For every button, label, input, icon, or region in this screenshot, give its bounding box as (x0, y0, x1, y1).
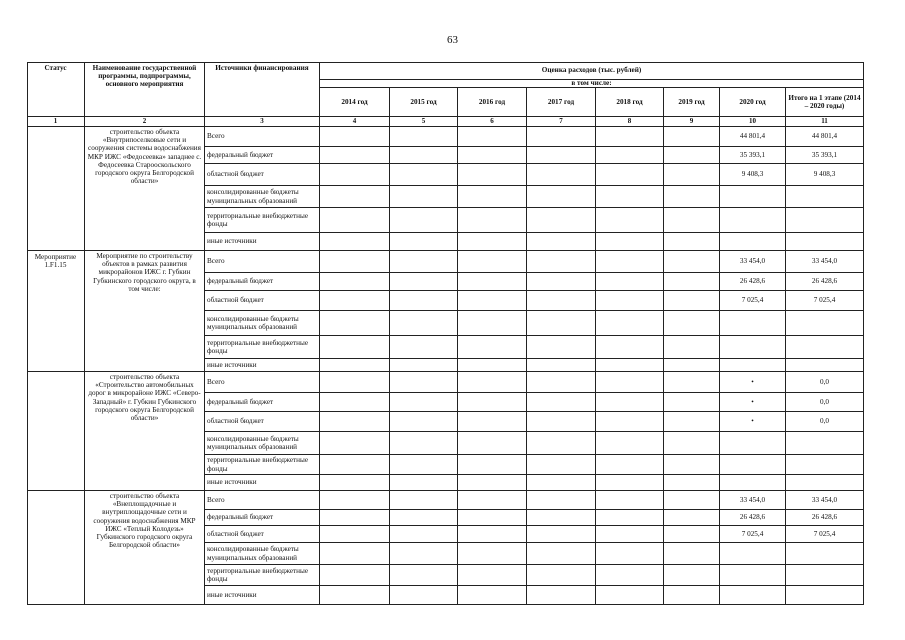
year-value-cell (458, 311, 527, 336)
year-value-cell (527, 565, 596, 586)
year-value-cell (596, 127, 664, 147)
year-value-cell (664, 586, 720, 605)
year-value-cell (596, 186, 664, 208)
value-total: 0,0 (786, 372, 864, 393)
year-value-cell (664, 251, 720, 273)
value-total (786, 359, 864, 372)
value-2020: 35 393,1 (720, 147, 786, 164)
year-value-cell (458, 432, 527, 455)
value-total: 7 025,4 (786, 291, 864, 311)
year-value-cell (458, 526, 527, 543)
funding-source: федеральный бюджет (205, 510, 320, 526)
value-2020: 26 428,6 (720, 273, 786, 291)
year-value-cell (390, 393, 458, 412)
year-value-cell (458, 164, 527, 186)
header-status: Статус (27, 62, 85, 117)
year-value-cell (458, 291, 527, 311)
year-value-cell (320, 412, 390, 432)
year-value-cell (596, 455, 664, 475)
item-name: строительство объекта «Внеплощадочные и внутриплощадочные сети и сооружения водоснабжения МКР ИЖС «Теплый Колодезь» Губкинского городского округа Белгородской области» (85, 491, 205, 605)
value-total (786, 565, 864, 586)
year-value-cell (390, 565, 458, 586)
year-value-cell (596, 251, 664, 273)
value-total (786, 208, 864, 233)
value-total: 9 408,3 (786, 164, 864, 186)
year-value-cell (320, 393, 390, 412)
year-value-cell (320, 147, 390, 164)
year-value-cell (390, 491, 458, 510)
funding-source: иные источники (205, 586, 320, 605)
header-year-2: 2015 год (390, 88, 458, 117)
year-value-cell (458, 186, 527, 208)
column-number-1: 1 (27, 117, 85, 127)
value-2020: 9 408,3 (720, 164, 786, 186)
funding-source: областной бюджет (205, 164, 320, 186)
value-2020 (720, 311, 786, 336)
funding-source: иные источники (205, 475, 320, 491)
value-2020 (720, 186, 786, 208)
year-value-cell (527, 291, 596, 311)
year-value-cell (320, 432, 390, 455)
item-name: Мероприятие по строительству объектов в рамках развития микрорайонов ИЖС г. Губкин Губкинского городского округа, в том числе: (85, 251, 205, 372)
year-value-cell (458, 412, 527, 432)
value-total (786, 455, 864, 475)
year-value-cell (527, 273, 596, 291)
value-2020: • (720, 412, 786, 432)
value-total (786, 186, 864, 208)
year-value-cell (458, 147, 527, 164)
year-value-cell (320, 233, 390, 251)
year-value-cell (527, 393, 596, 412)
year-value-cell (458, 127, 527, 147)
year-value-cell (390, 359, 458, 372)
header-year-3: 2016 год (458, 88, 527, 117)
year-value-cell (596, 311, 664, 336)
funding-source: областной бюджет (205, 526, 320, 543)
year-value-cell (527, 147, 596, 164)
year-value-cell (596, 412, 664, 432)
year-value-cell (664, 127, 720, 147)
header-name: Наименование государственной программы, подпрограммы, основного мероприятия (85, 62, 205, 117)
year-value-cell (458, 336, 527, 359)
year-value-cell (664, 186, 720, 208)
funding-source: Всего (205, 491, 320, 510)
year-value-cell (320, 526, 390, 543)
funding-source: территориальные внебюджетные фонды (205, 565, 320, 586)
value-total (786, 475, 864, 491)
funding-source: территориальные внебюджетные фонды (205, 208, 320, 233)
funding-source: Всего (205, 251, 320, 273)
year-value-cell (390, 147, 458, 164)
year-value-cell (596, 475, 664, 491)
year-value-cell (664, 233, 720, 251)
value-2020 (720, 233, 786, 251)
year-value-cell (527, 208, 596, 233)
column-number-3: 3 (205, 117, 320, 127)
value-2020 (720, 432, 786, 455)
funding-source: иные источники (205, 233, 320, 251)
year-value-cell (596, 586, 664, 605)
year-value-cell (320, 510, 390, 526)
year-value-cell (596, 336, 664, 359)
value-total: 44 801,4 (786, 127, 864, 147)
value-total: 35 393,1 (786, 147, 864, 164)
column-number-11: 11 (786, 117, 864, 127)
year-value-cell (320, 186, 390, 208)
funding-source: территориальные внебюджетные фонды (205, 336, 320, 359)
year-value-cell (458, 393, 527, 412)
year-value-cell (664, 273, 720, 291)
year-value-cell (664, 526, 720, 543)
value-total: 7 025,4 (786, 526, 864, 543)
value-total (786, 432, 864, 455)
year-value-cell (320, 164, 390, 186)
value-2020: • (720, 372, 786, 393)
year-value-cell (390, 127, 458, 147)
year-value-cell (390, 208, 458, 233)
year-value-cell (320, 291, 390, 311)
funding-source: консолидированные бюджеты муниципальных образований (205, 432, 320, 455)
year-value-cell (664, 412, 720, 432)
value-2020 (720, 455, 786, 475)
year-value-cell (390, 526, 458, 543)
year-value-cell (664, 432, 720, 455)
year-value-cell (390, 543, 458, 565)
year-value-cell (458, 565, 527, 586)
value-2020 (720, 359, 786, 372)
year-value-cell (664, 164, 720, 186)
header-year-1: 2014 год (320, 88, 390, 117)
year-value-cell (320, 455, 390, 475)
year-value-cell (390, 186, 458, 208)
year-value-cell (664, 543, 720, 565)
year-value-cell (596, 359, 664, 372)
value-2020 (720, 543, 786, 565)
year-value-cell (458, 491, 527, 510)
year-value-cell (458, 475, 527, 491)
year-value-cell (664, 565, 720, 586)
value-total (786, 543, 864, 565)
year-value-cell (390, 586, 458, 605)
value-2020 (720, 586, 786, 605)
value-total: 33 454,0 (786, 491, 864, 510)
year-value-cell (527, 359, 596, 372)
column-number-10: 10 (720, 117, 786, 127)
year-value-cell (320, 543, 390, 565)
header-sources: Источники финансирования (205, 62, 320, 117)
page-number: 63 (447, 34, 458, 46)
value-total: 26 428,6 (786, 510, 864, 526)
year-value-cell (664, 291, 720, 311)
item-name: строительство объекта «Строительство автомобильных дорог в микрорайоне ИЖС «Северо-Западный» г. Губкин Губкинского городского округа Белгородской области» (85, 372, 205, 491)
year-value-cell (527, 251, 596, 273)
funding-source: консолидированные бюджеты муниципальных образований (205, 311, 320, 336)
value-2020: • (720, 393, 786, 412)
year-value-cell (390, 336, 458, 359)
value-2020: 44 801,4 (720, 127, 786, 147)
year-value-cell (596, 208, 664, 233)
year-value-cell (390, 475, 458, 491)
funding-source: областной бюджет (205, 412, 320, 432)
year-value-cell (664, 475, 720, 491)
funding-source: иные источники (205, 359, 320, 372)
year-value-cell (390, 510, 458, 526)
value-2020: 7 025,4 (720, 526, 786, 543)
year-value-cell (390, 311, 458, 336)
header-estimate: Оценка расходов (тыс. рублей) (320, 62, 864, 80)
value-2020 (720, 208, 786, 233)
column-number-2: 2 (85, 117, 205, 127)
item-status (27, 491, 85, 605)
year-value-cell (527, 432, 596, 455)
column-number-4: 4 (320, 117, 390, 127)
year-value-cell (390, 233, 458, 251)
year-value-cell (527, 372, 596, 393)
year-value-cell (320, 475, 390, 491)
year-value-cell (458, 233, 527, 251)
funding-source: консолидированные бюджеты муниципальных образований (205, 543, 320, 565)
year-value-cell (664, 311, 720, 336)
year-value-cell (664, 147, 720, 164)
year-value-cell (527, 412, 596, 432)
item-status: Мероприятие 1.F1.15 (27, 251, 85, 372)
header-year-4: 2017 год (527, 88, 596, 117)
funding-source: территориальные внебюджетные фонды (205, 455, 320, 475)
item-status (27, 372, 85, 491)
year-value-cell (664, 359, 720, 372)
column-number-8: 8 (596, 117, 664, 127)
header-year-7: 2020 год (720, 88, 786, 117)
year-value-cell (596, 147, 664, 164)
value-2020: 7 025,4 (720, 291, 786, 311)
year-value-cell (458, 372, 527, 393)
year-value-cell (596, 432, 664, 455)
year-value-cell (596, 543, 664, 565)
year-value-cell (390, 273, 458, 291)
year-value-cell (527, 491, 596, 510)
year-value-cell (596, 510, 664, 526)
header-including: в том числе: (320, 80, 864, 88)
year-value-cell (596, 372, 664, 393)
year-value-cell (596, 393, 664, 412)
funding-source: федеральный бюджет (205, 393, 320, 412)
year-value-cell (320, 251, 390, 273)
year-value-cell (596, 291, 664, 311)
year-value-cell (664, 336, 720, 359)
year-value-cell (664, 372, 720, 393)
column-number-5: 5 (390, 117, 458, 127)
value-2020 (720, 475, 786, 491)
funding-source: областной бюджет (205, 291, 320, 311)
year-value-cell (390, 251, 458, 273)
year-value-cell (458, 251, 527, 273)
year-value-cell (596, 491, 664, 510)
year-value-cell (458, 455, 527, 475)
value-total (786, 311, 864, 336)
year-value-cell (458, 359, 527, 372)
year-value-cell (527, 526, 596, 543)
year-value-cell (664, 455, 720, 475)
year-value-cell (527, 455, 596, 475)
year-value-cell (320, 359, 390, 372)
year-value-cell (390, 432, 458, 455)
value-total (786, 336, 864, 359)
column-number-7: 7 (527, 117, 596, 127)
year-value-cell (458, 510, 527, 526)
year-value-cell (527, 186, 596, 208)
year-value-cell (527, 127, 596, 147)
column-number-9: 9 (664, 117, 720, 127)
value-2020: 26 428,6 (720, 510, 786, 526)
year-value-cell (527, 311, 596, 336)
year-value-cell (320, 311, 390, 336)
funding-source: консолидированные бюджеты муниципальных образований (205, 186, 320, 208)
header-year-5: 2018 год (596, 88, 664, 117)
year-value-cell (527, 475, 596, 491)
value-total: 0,0 (786, 393, 864, 412)
year-value-cell (596, 164, 664, 186)
year-value-cell (390, 455, 458, 475)
year-value-cell (390, 372, 458, 393)
year-value-cell (527, 586, 596, 605)
year-value-cell (458, 273, 527, 291)
funding-source: федеральный бюджет (205, 147, 320, 164)
funding-source: федеральный бюджет (205, 273, 320, 291)
year-value-cell (664, 491, 720, 510)
year-value-cell (596, 233, 664, 251)
funding-source: Всего (205, 127, 320, 147)
year-value-cell (320, 372, 390, 393)
value-total: 0,0 (786, 412, 864, 432)
year-value-cell (320, 127, 390, 147)
value-total: 33 454,0 (786, 251, 864, 273)
value-total (786, 233, 864, 251)
year-value-cell (596, 273, 664, 291)
year-value-cell (664, 393, 720, 412)
value-2020: 33 454,0 (720, 491, 786, 510)
year-value-cell (527, 164, 596, 186)
year-value-cell (320, 273, 390, 291)
year-value-cell (390, 412, 458, 432)
year-value-cell (458, 208, 527, 233)
year-value-cell (527, 543, 596, 565)
item-status (27, 127, 85, 251)
value-2020: 33 454,0 (720, 251, 786, 273)
year-value-cell (390, 291, 458, 311)
value-2020 (720, 336, 786, 359)
funding-source: Всего (205, 372, 320, 393)
year-value-cell (664, 510, 720, 526)
year-value-cell (596, 565, 664, 586)
value-total: 26 428,6 (786, 273, 864, 291)
year-value-cell (527, 233, 596, 251)
year-value-cell (320, 586, 390, 605)
year-value-cell (320, 565, 390, 586)
column-number-6: 6 (458, 117, 527, 127)
value-2020 (720, 565, 786, 586)
header-year-6: 2019 год (664, 88, 720, 117)
year-value-cell (527, 510, 596, 526)
year-value-cell (458, 586, 527, 605)
year-value-cell (390, 164, 458, 186)
year-value-cell (596, 526, 664, 543)
year-value-cell (320, 491, 390, 510)
year-value-cell (320, 336, 390, 359)
year-value-cell (458, 543, 527, 565)
value-total (786, 586, 864, 605)
year-value-cell (320, 208, 390, 233)
item-name: строительство объекта «Внутрипоселковые сети и сооружения системы водоснабжения МКР ИЖС «Федосеевка» западнее с. Федосеевка Старооскольского городского округа Белгородской области» (85, 127, 205, 251)
year-value-cell (664, 208, 720, 233)
year-value-cell (527, 336, 596, 359)
header-year-8: Итого на 1 этапе (2014 – 2020 годы) (786, 88, 864, 117)
